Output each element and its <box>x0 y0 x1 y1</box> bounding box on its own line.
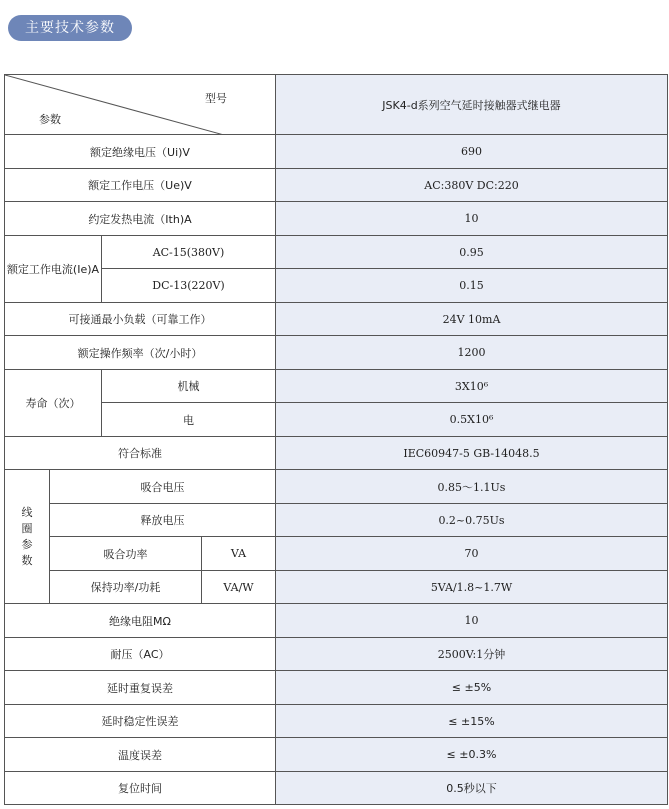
row-sublabel: AC-15(380V) <box>102 236 276 269</box>
header-diagonal-cell <box>5 75 276 135</box>
table-row <box>5 437 668 470</box>
row-sublabel: 电 <box>102 403 276 437</box>
row-label: 延时稳定性误差 <box>5 705 276 738</box>
row-value: ≤ ±5% <box>276 671 668 705</box>
table-row <box>5 537 668 571</box>
row-label: 可接通最小负载（可靠工作） <box>5 303 276 336</box>
table-row <box>5 236 668 269</box>
row-value: ≤ ±0.3% <box>276 738 668 772</box>
param-label: 参数 <box>39 113 61 126</box>
table-row <box>5 336 668 370</box>
product-name: JSK4-d系列空气延时接触器式继电器 <box>276 75 668 135</box>
row-label: 温度误差 <box>5 738 276 772</box>
row-label: 额定绝缘电压（Ui)V <box>5 135 276 169</box>
row-unit: VA <box>202 537 276 571</box>
table-row <box>5 135 668 169</box>
table-row <box>5 671 668 705</box>
row-value: 690 <box>276 135 668 169</box>
row-value: AC:380V DC:220 <box>276 169 668 202</box>
row-group-label: 额定工作电流(Ie)A <box>5 236 102 303</box>
table-row <box>5 370 668 403</box>
row-value: 0.95 <box>276 236 668 269</box>
row-value: 3X10⁶ <box>276 370 668 403</box>
row-sublabel: DC-13(220V) <box>102 269 276 303</box>
row-value: 70 <box>276 537 668 571</box>
row-value: 10 <box>276 604 668 638</box>
table-row <box>5 269 668 303</box>
row-label: 延时重复误差 <box>5 671 276 705</box>
row-value: 0.85～1.1Us <box>276 470 668 504</box>
row-value: 0.5X10⁶ <box>276 403 668 437</box>
row-value: 0.5秒以下 <box>276 772 668 805</box>
row-value: 0.2~0.75Us <box>276 504 668 537</box>
row-sublabel: 释放电压 <box>50 504 276 537</box>
section-title: 主要技术参数 <box>8 15 132 41</box>
row-label: 耐压（AC） <box>5 638 276 671</box>
table-row <box>5 772 668 805</box>
spec-table <box>4 74 668 805</box>
row-value: 2500V:1分钟 <box>276 638 668 671</box>
coil-group-label: 线 圈 参 数 <box>5 470 50 604</box>
table-row <box>5 705 668 738</box>
row-sublabel: 吸合功率 <box>50 537 202 571</box>
row-sublabel: 机械 <box>102 370 276 403</box>
row-label: 额定工作电压（Ue)V <box>5 169 276 202</box>
table-header-row <box>5 75 668 135</box>
row-value: 10 <box>276 202 668 236</box>
row-label: 符合标准 <box>5 437 276 470</box>
row-label: 绝缘电阻MΩ <box>5 604 276 638</box>
row-label: 约定发热电流（Ith)A <box>5 202 276 236</box>
table-row <box>5 403 668 437</box>
row-value: 5VA/1.8~1.7W <box>276 571 668 604</box>
row-value: ≤ ±15% <box>276 705 668 738</box>
row-sublabel: 保持功率/功耗 <box>50 571 202 604</box>
row-value: 0.15 <box>276 269 668 303</box>
table-row <box>5 504 668 537</box>
row-value: 1200 <box>276 336 668 370</box>
table-row <box>5 470 668 504</box>
table-row <box>5 604 668 638</box>
row-sublabel: 吸合电压 <box>50 470 276 504</box>
table-row <box>5 571 668 604</box>
diagonal-line <box>5 75 224 135</box>
row-value: 24V 10mA <box>276 303 668 336</box>
table-row <box>5 169 668 202</box>
row-label: 复位时间 <box>5 772 276 805</box>
table-row <box>5 738 668 772</box>
row-group-label: 寿命（次） <box>5 370 102 437</box>
row-label: 额定操作频率（次/小时） <box>5 336 276 370</box>
row-value: IEC60947-5 GB-14048.5 <box>276 437 668 470</box>
table-row <box>5 303 668 336</box>
table-row <box>5 202 668 236</box>
model-label: 型号 <box>205 92 227 105</box>
row-unit: VA/W <box>202 571 276 604</box>
table-row <box>5 638 668 671</box>
